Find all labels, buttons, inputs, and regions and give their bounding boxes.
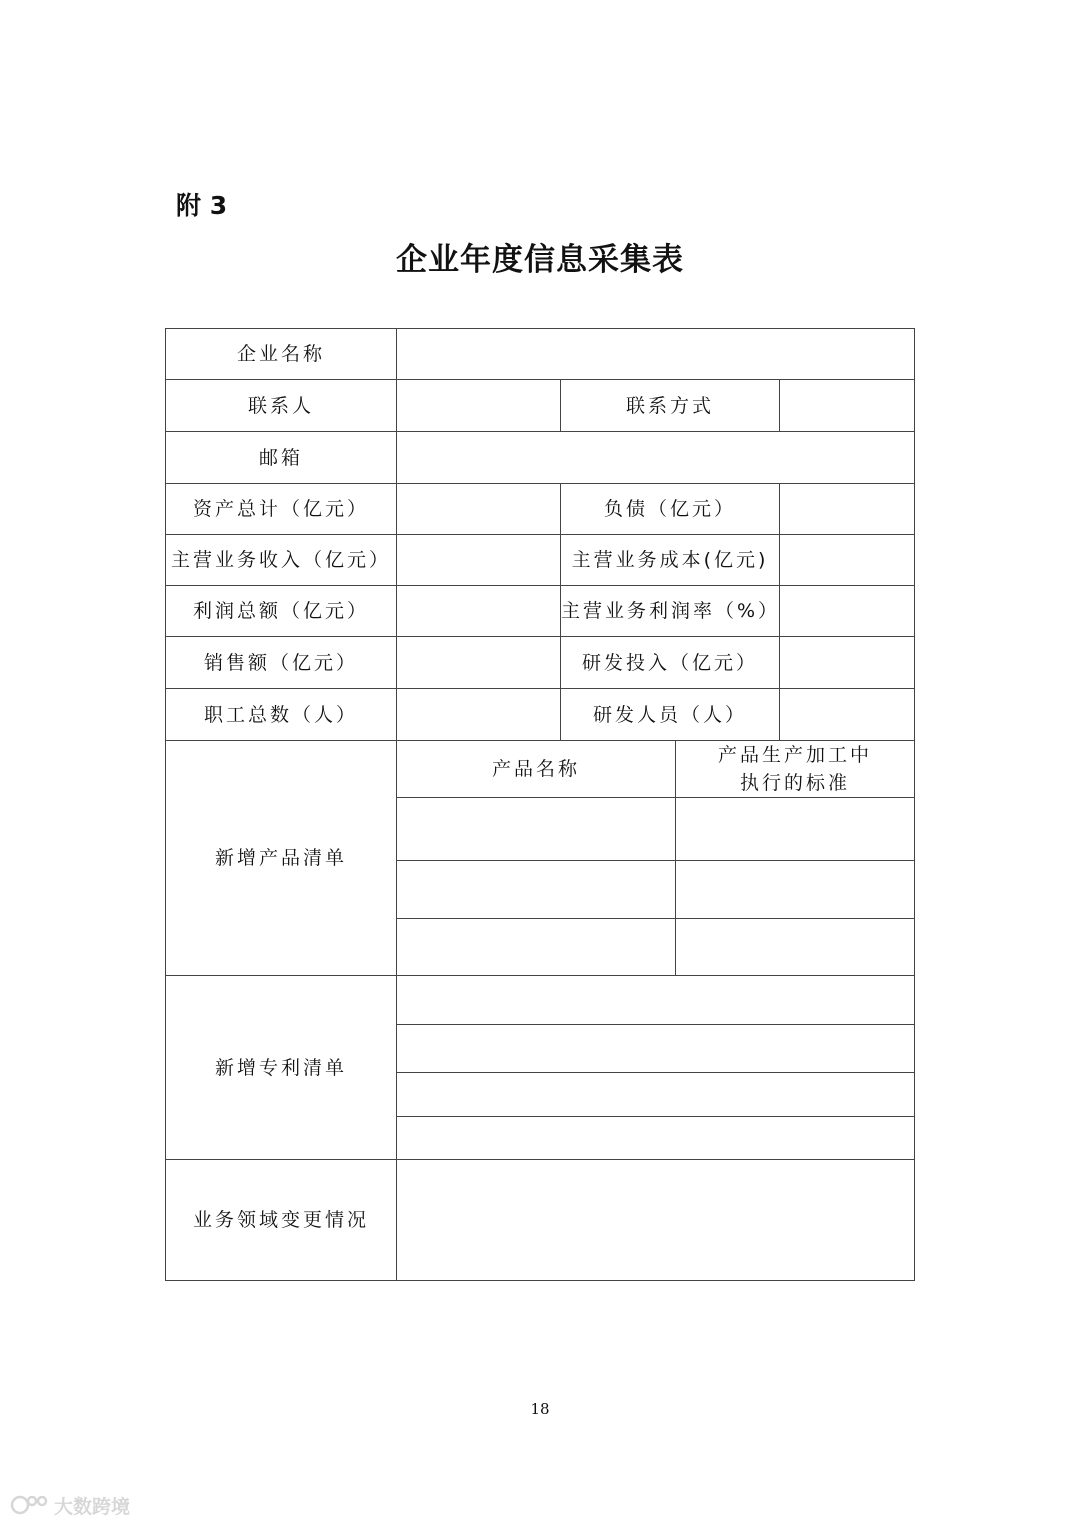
- patent-cell-4[interactable]: [397, 1117, 915, 1160]
- watermark: [10, 1490, 130, 1520]
- contact-person-field[interactable]: [397, 380, 561, 432]
- watermark-logo-icon: [10, 1492, 50, 1518]
- main-cost-field[interactable]: [780, 535, 915, 586]
- contact-method-field[interactable]: [780, 380, 915, 432]
- product-name-cell-1[interactable]: [397, 798, 676, 861]
- liabilities-field[interactable]: [780, 484, 915, 535]
- product-name-cell-3[interactable]: [397, 919, 676, 976]
- page-title: 企业年度信息采集表: [396, 242, 684, 278]
- main-profit-rate-label: 主营业务利润率（%）: [561, 586, 780, 637]
- total-assets-label: 资产总计（亿元）: [166, 484, 397, 535]
- product-standard-cell-1[interactable]: [676, 798, 915, 861]
- product-name-cell-2[interactable]: [397, 861, 676, 919]
- product-standard-header: [676, 741, 915, 798]
- email-field[interactable]: [397, 432, 915, 484]
- total-assets-field[interactable]: [397, 484, 561, 535]
- email-label: 邮箱: [166, 432, 397, 484]
- main-revenue-label: 主营业务收入（亿元）: [166, 535, 397, 586]
- total-employees-field[interactable]: [397, 689, 561, 741]
- contact-person-label: 联系人: [166, 380, 397, 432]
- contact-method-label: 联系方式: [561, 380, 780, 432]
- product-standard-cell-3[interactable]: [676, 919, 915, 976]
- business-change-label: 业务领域变更情况: [166, 1160, 397, 1281]
- rd-staff-label: 研发人员（人）: [561, 689, 780, 741]
- new-products-label: 新增产品清单: [166, 741, 397, 976]
- business-change-field[interactable]: [397, 1160, 915, 1281]
- total-profit-label: 利润总额（亿元）: [166, 586, 397, 637]
- liabilities-label: 负债（亿元）: [561, 484, 780, 535]
- patent-cell-1[interactable]: [397, 976, 915, 1025]
- sales-field[interactable]: [397, 637, 561, 689]
- rd-investment-field[interactable]: [780, 637, 915, 689]
- company-name-field[interactable]: [397, 329, 915, 380]
- total-employees-label: 职工总数（人）: [166, 689, 397, 741]
- patent-cell-3[interactable]: [397, 1073, 915, 1117]
- product-standard-header-line2: 执行的标准: [739, 772, 850, 794]
- info-collection-table: [165, 328, 915, 1281]
- page-number: 18: [530, 1400, 550, 1418]
- sales-label: 销售额（亿元）: [166, 637, 397, 689]
- attachment-label: 附 3: [176, 191, 228, 220]
- total-profit-field[interactable]: [397, 586, 561, 637]
- watermark-text: 大数跨境: [54, 1495, 131, 1518]
- product-standard-header-line1: 产品生产加工中: [717, 744, 872, 766]
- patent-cell-2[interactable]: [397, 1025, 915, 1073]
- product-standard-cell-2[interactable]: [676, 861, 915, 919]
- main-revenue-field[interactable]: [397, 535, 561, 586]
- main-profit-rate-field[interactable]: [780, 586, 915, 637]
- rd-investment-label: 研发投入（亿元）: [561, 637, 780, 689]
- company-name-label: 企业名称: [166, 329, 397, 380]
- main-cost-label: 主营业务成本(亿元): [561, 535, 780, 586]
- new-patents-label: 新增专利清单: [166, 976, 397, 1160]
- rd-staff-field[interactable]: [780, 689, 915, 741]
- product-name-header: 产品名称: [397, 741, 676, 798]
